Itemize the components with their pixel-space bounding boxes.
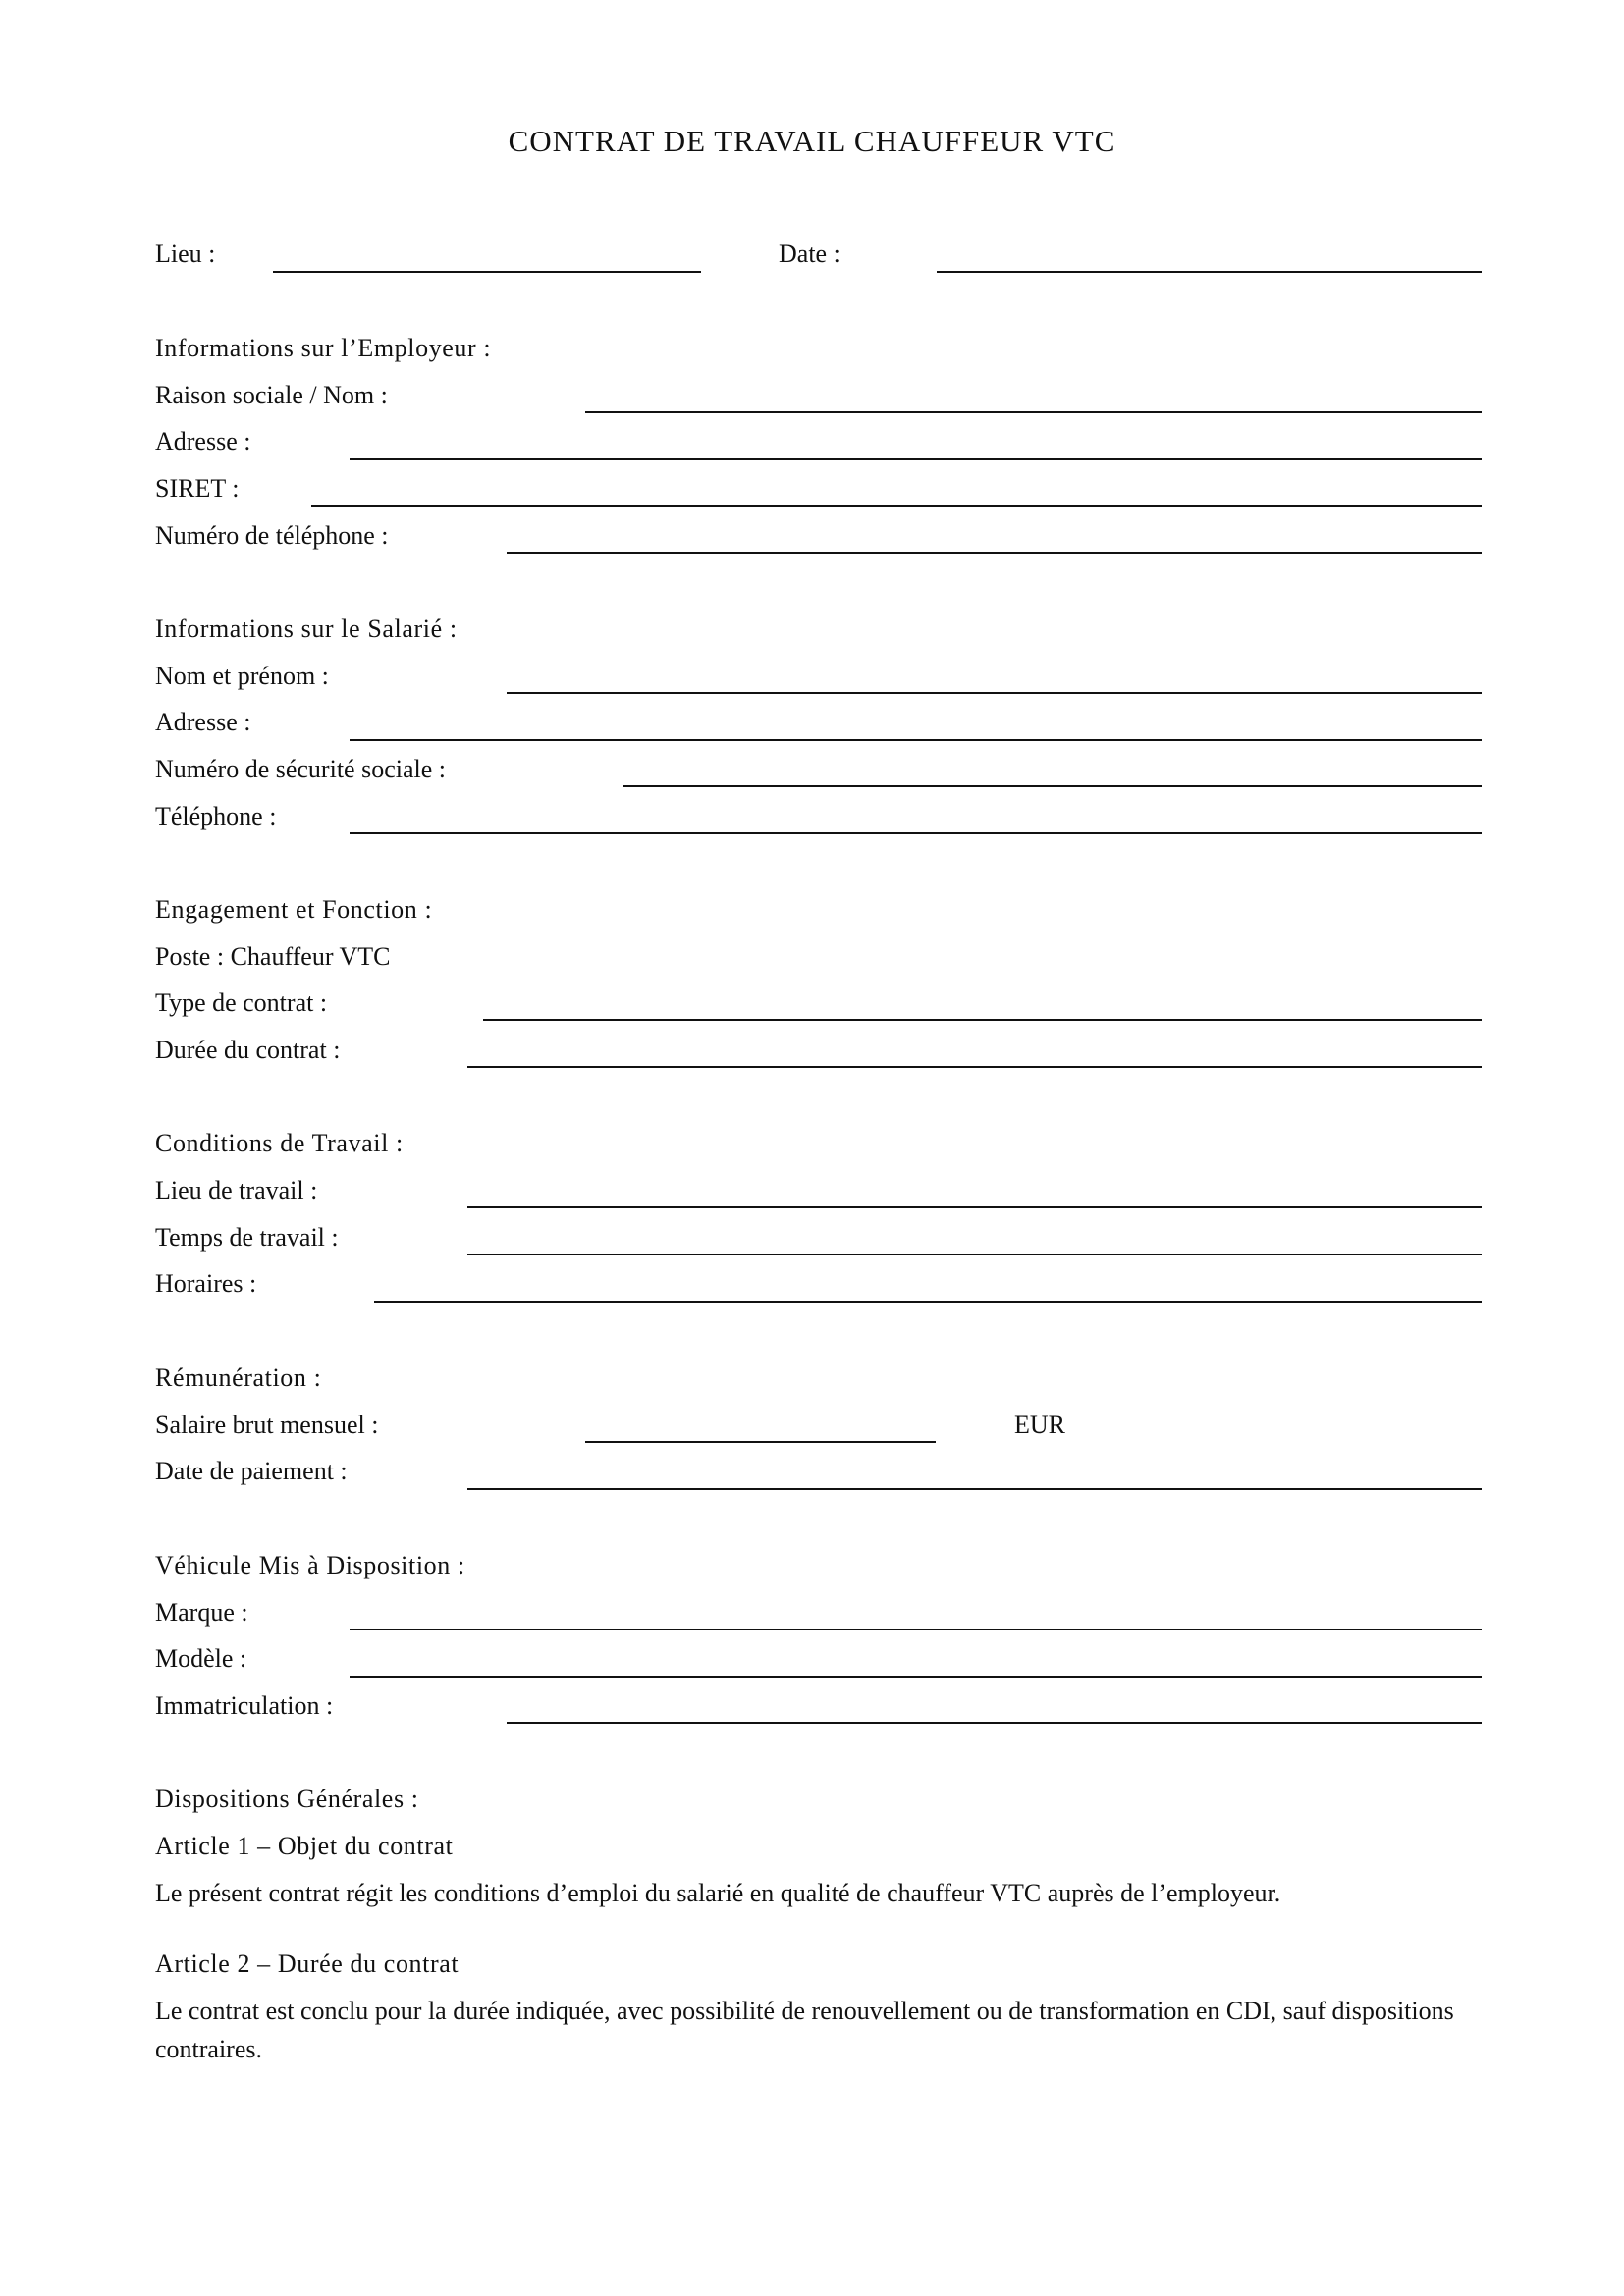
horaires-field[interactable]	[374, 1301, 1482, 1303]
duree-contrat-field[interactable]	[467, 1066, 1482, 1068]
article2-title: Article 2 – Durée du contrat	[155, 1949, 460, 1978]
salarie-telephone-field[interactable]	[350, 832, 1482, 834]
horaires-label: Horaires :	[155, 1269, 257, 1298]
date-label: Date :	[779, 240, 840, 268]
employeur-heading: Informations sur l’Employeur :	[155, 334, 492, 362]
engagement-heading: Engagement et Fonction :	[155, 895, 433, 924]
poste-label: Poste : Chauffeur VTC	[155, 942, 391, 971]
employeur-telephone-field[interactable]	[507, 552, 1482, 554]
securite-sociale-label: Numéro de sécurité sociale :	[155, 755, 446, 783]
salarie-adresse-field[interactable]	[350, 739, 1482, 741]
nom-prenom-field[interactable]	[507, 692, 1482, 694]
securite-sociale-field[interactable]	[623, 785, 1482, 787]
salarie-telephone-label: Téléphone :	[155, 802, 277, 830]
modele-field[interactable]	[350, 1676, 1482, 1678]
marque-label: Marque :	[155, 1598, 248, 1627]
marque-field[interactable]	[350, 1629, 1482, 1630]
raison-sociale-label: Raison sociale / Nom :	[155, 381, 388, 409]
remuneration-heading: Rémunération :	[155, 1363, 322, 1392]
employeur-adresse-field[interactable]	[350, 458, 1482, 460]
type-contrat-label: Type de contrat :	[155, 988, 328, 1017]
lieu-travail-label: Lieu de travail :	[155, 1176, 318, 1204]
salarie-adresse-label: Adresse :	[155, 708, 251, 736]
raison-sociale-field[interactable]	[585, 411, 1482, 413]
siret-field[interactable]	[311, 505, 1482, 507]
immatriculation-field[interactable]	[507, 1722, 1482, 1724]
page-title: CONTRAT DE TRAVAIL CHAUFFEUR VTC	[508, 124, 1116, 158]
temps-travail-label: Temps de travail :	[155, 1223, 339, 1252]
immatriculation-label: Immatriculation :	[155, 1691, 334, 1720]
article1-title: Article 1 – Objet du contrat	[155, 1832, 454, 1860]
date-paiement-field[interactable]	[467, 1488, 1482, 1490]
lieu-travail-field[interactable]	[467, 1206, 1482, 1208]
article2-text: Le contrat est conclu pour la durée indiquée, avec possibilité de renouvellement ou de transformation en CDI, sauf dispositions contraires.	[155, 1997, 1454, 2063]
modele-label: Modèle :	[155, 1644, 247, 1673]
salarie-heading: Informations sur le Salarié :	[155, 614, 458, 643]
salaire-label: Salaire brut mensuel :	[155, 1411, 379, 1439]
siret-label: SIRET :	[155, 474, 240, 503]
article1-text: Le présent contrat régit les conditions d’emploi du salarié en qualité de chauffeur VTC auprès de l’employeur.	[155, 1879, 1281, 1907]
lieu-label: Lieu :	[155, 240, 216, 268]
date-paiement-label: Date de paiement :	[155, 1457, 348, 1485]
salaire-field[interactable]	[585, 1441, 936, 1443]
duree-contrat-label: Durée du contrat :	[155, 1036, 341, 1064]
conditions-heading: Conditions de Travail :	[155, 1129, 404, 1157]
employeur-telephone-label: Numéro de téléphone :	[155, 521, 389, 550]
nom-prenom-label: Nom et prénom :	[155, 662, 329, 690]
dispositions-heading: Dispositions Générales :	[155, 1785, 419, 1813]
temps-travail-field[interactable]	[467, 1254, 1482, 1255]
date-field[interactable]	[937, 271, 1482, 273]
currency-label: EUR	[1014, 1411, 1065, 1439]
lieu-field[interactable]	[273, 271, 701, 273]
employeur-adresse-label: Adresse :	[155, 427, 251, 455]
vehicule-heading: Véhicule Mis à Disposition :	[155, 1551, 465, 1579]
type-contrat-field[interactable]	[483, 1019, 1482, 1021]
